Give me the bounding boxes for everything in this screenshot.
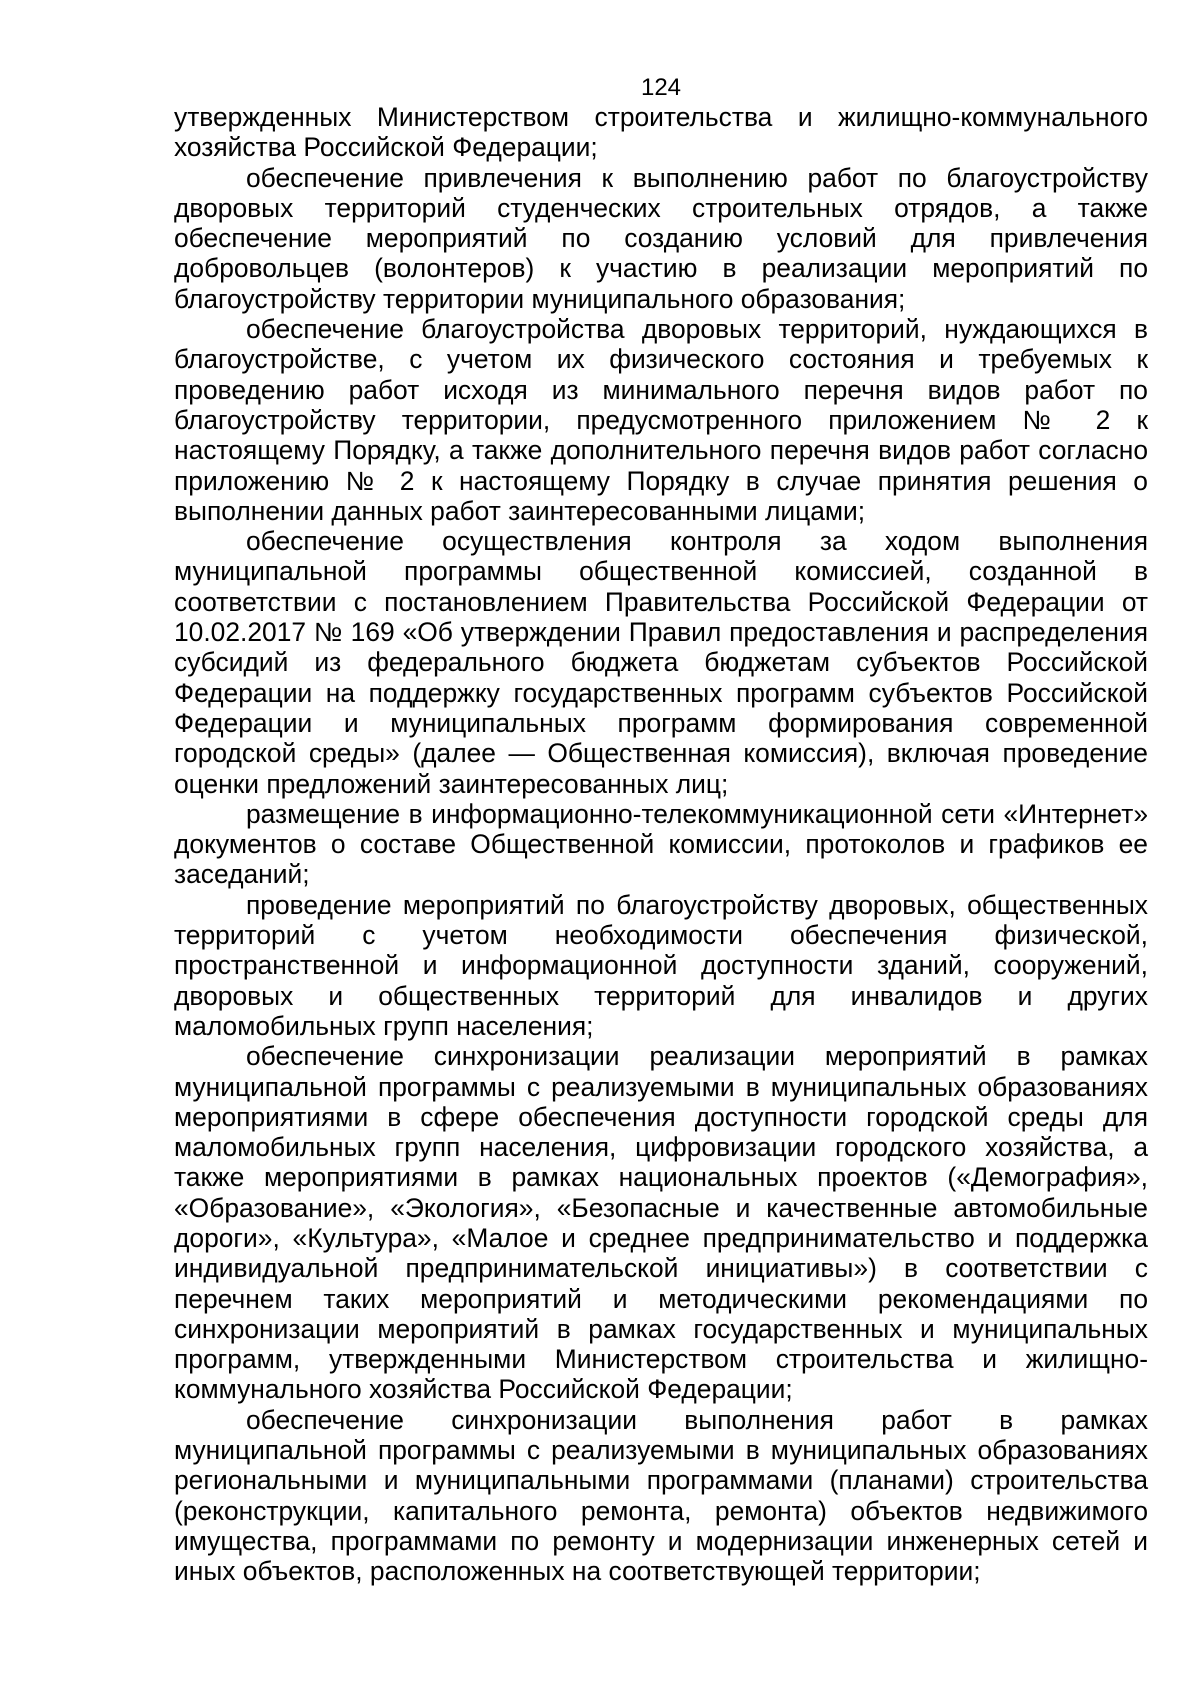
paragraph-internet-publication: размещение в информационно-телекоммуникационной сети «Интернет» документов о составе Общественной комиссии, протоколов и графиков ее заседаний; [174, 798, 1148, 890]
paragraph-synchronization-works: обеспечение синхронизации выполнения работ в рамках муниципальной программы с реализуемыми в муниципальных образованиях региональными и муниципальными программами (планами) строительства (реконструкции, капитального ремонта, ремонта) объектов недвижимого имущества, программами по ремонту и модернизации инженерных сетей и иных объектов, расположенных на соответствующей территории; [174, 1404, 1148, 1587]
paragraph-accessibility: проведение мероприятий по благоустройству дворовых, общественных территорий с учетом необходимости обеспечения физической, пространственной и информационной доступности зданий, сооружений, дворовых и общественных территорий для инвалидов и других маломобильных групп населения; [174, 889, 1148, 1041]
paragraph-student-teams: обеспечение привлечения к выполнению работ по благоустройству дворовых территорий студенческих строительных отрядов, а также обеспечение мероприятий по созданию условий для привлечения добровольцев (волонтеров) к участию в реализации мероприятий по благоустройству территории муниципального образования; [174, 162, 1148, 314]
document-body [174, 102, 1148, 1587]
paragraph-synchronization-projects: обеспечение синхронизации реализации мероприятий в рамках муниципальной программы с реализуемыми в муниципальных образованиях мероприятиями в сфере обеспечения доступности городской среды для маломобильных групп населения, цифровизации городского хозяйства, а также мероприятиями в рамках национальных проектов («Демография», «Образование», «Экология», «Безопасные и качественные автомобильные дороги», «Культура», «Малое и среднее предпринимательство и поддержка индивидуальной предпринимательской инициативы») в соответствии с перечнем таких мероприятий и методическими рекомендациями по синхронизации мероприятий в рамках государственных и муниципальных программ, утвержденными Министерством строительства и жилищно-коммунального хозяйства Российской Федерации; [174, 1041, 1148, 1405]
page-number: 124 [640, 74, 682, 101]
paragraph-continuation: утвержденных Министерством строительства и жилищно-коммунального хозяйства Российской Федерации; [174, 102, 1148, 163]
paragraph-yard-improvement: обеспечение благоустройства дворовых территорий, нуждающихся в благоустройстве, с учетом их физического состояния и требуемых к проведению работ исходя из минимального перечня видов работ по благоустройству территории, предусмотренного приложением № 2 к настоящему Порядку, а также дополнительного перечня видов работ согласно приложению № 2 к настоящему Порядку в случае принятия решения о выполнении данных работ заинтересованными лицами; [174, 314, 1148, 526]
paragraph-public-commission: обеспечение осуществления контроля за ходом выполнения муниципальной программы общественной комиссией, созданной в соответствии с постановлением Правительства Российской Федерации от 10.02.2017 № 169 «Об утверждении Правил предоставления и распределения субсидий из федерального бюджета бюджетам субъектов Российской Федерации на поддержку государственных программ субъектов Российской Федерации и муниципальных программ формирования современной городской среды» (далее — Общественная комиссия), включая проведение оценки предложений заинтересованных лиц; [174, 526, 1148, 799]
